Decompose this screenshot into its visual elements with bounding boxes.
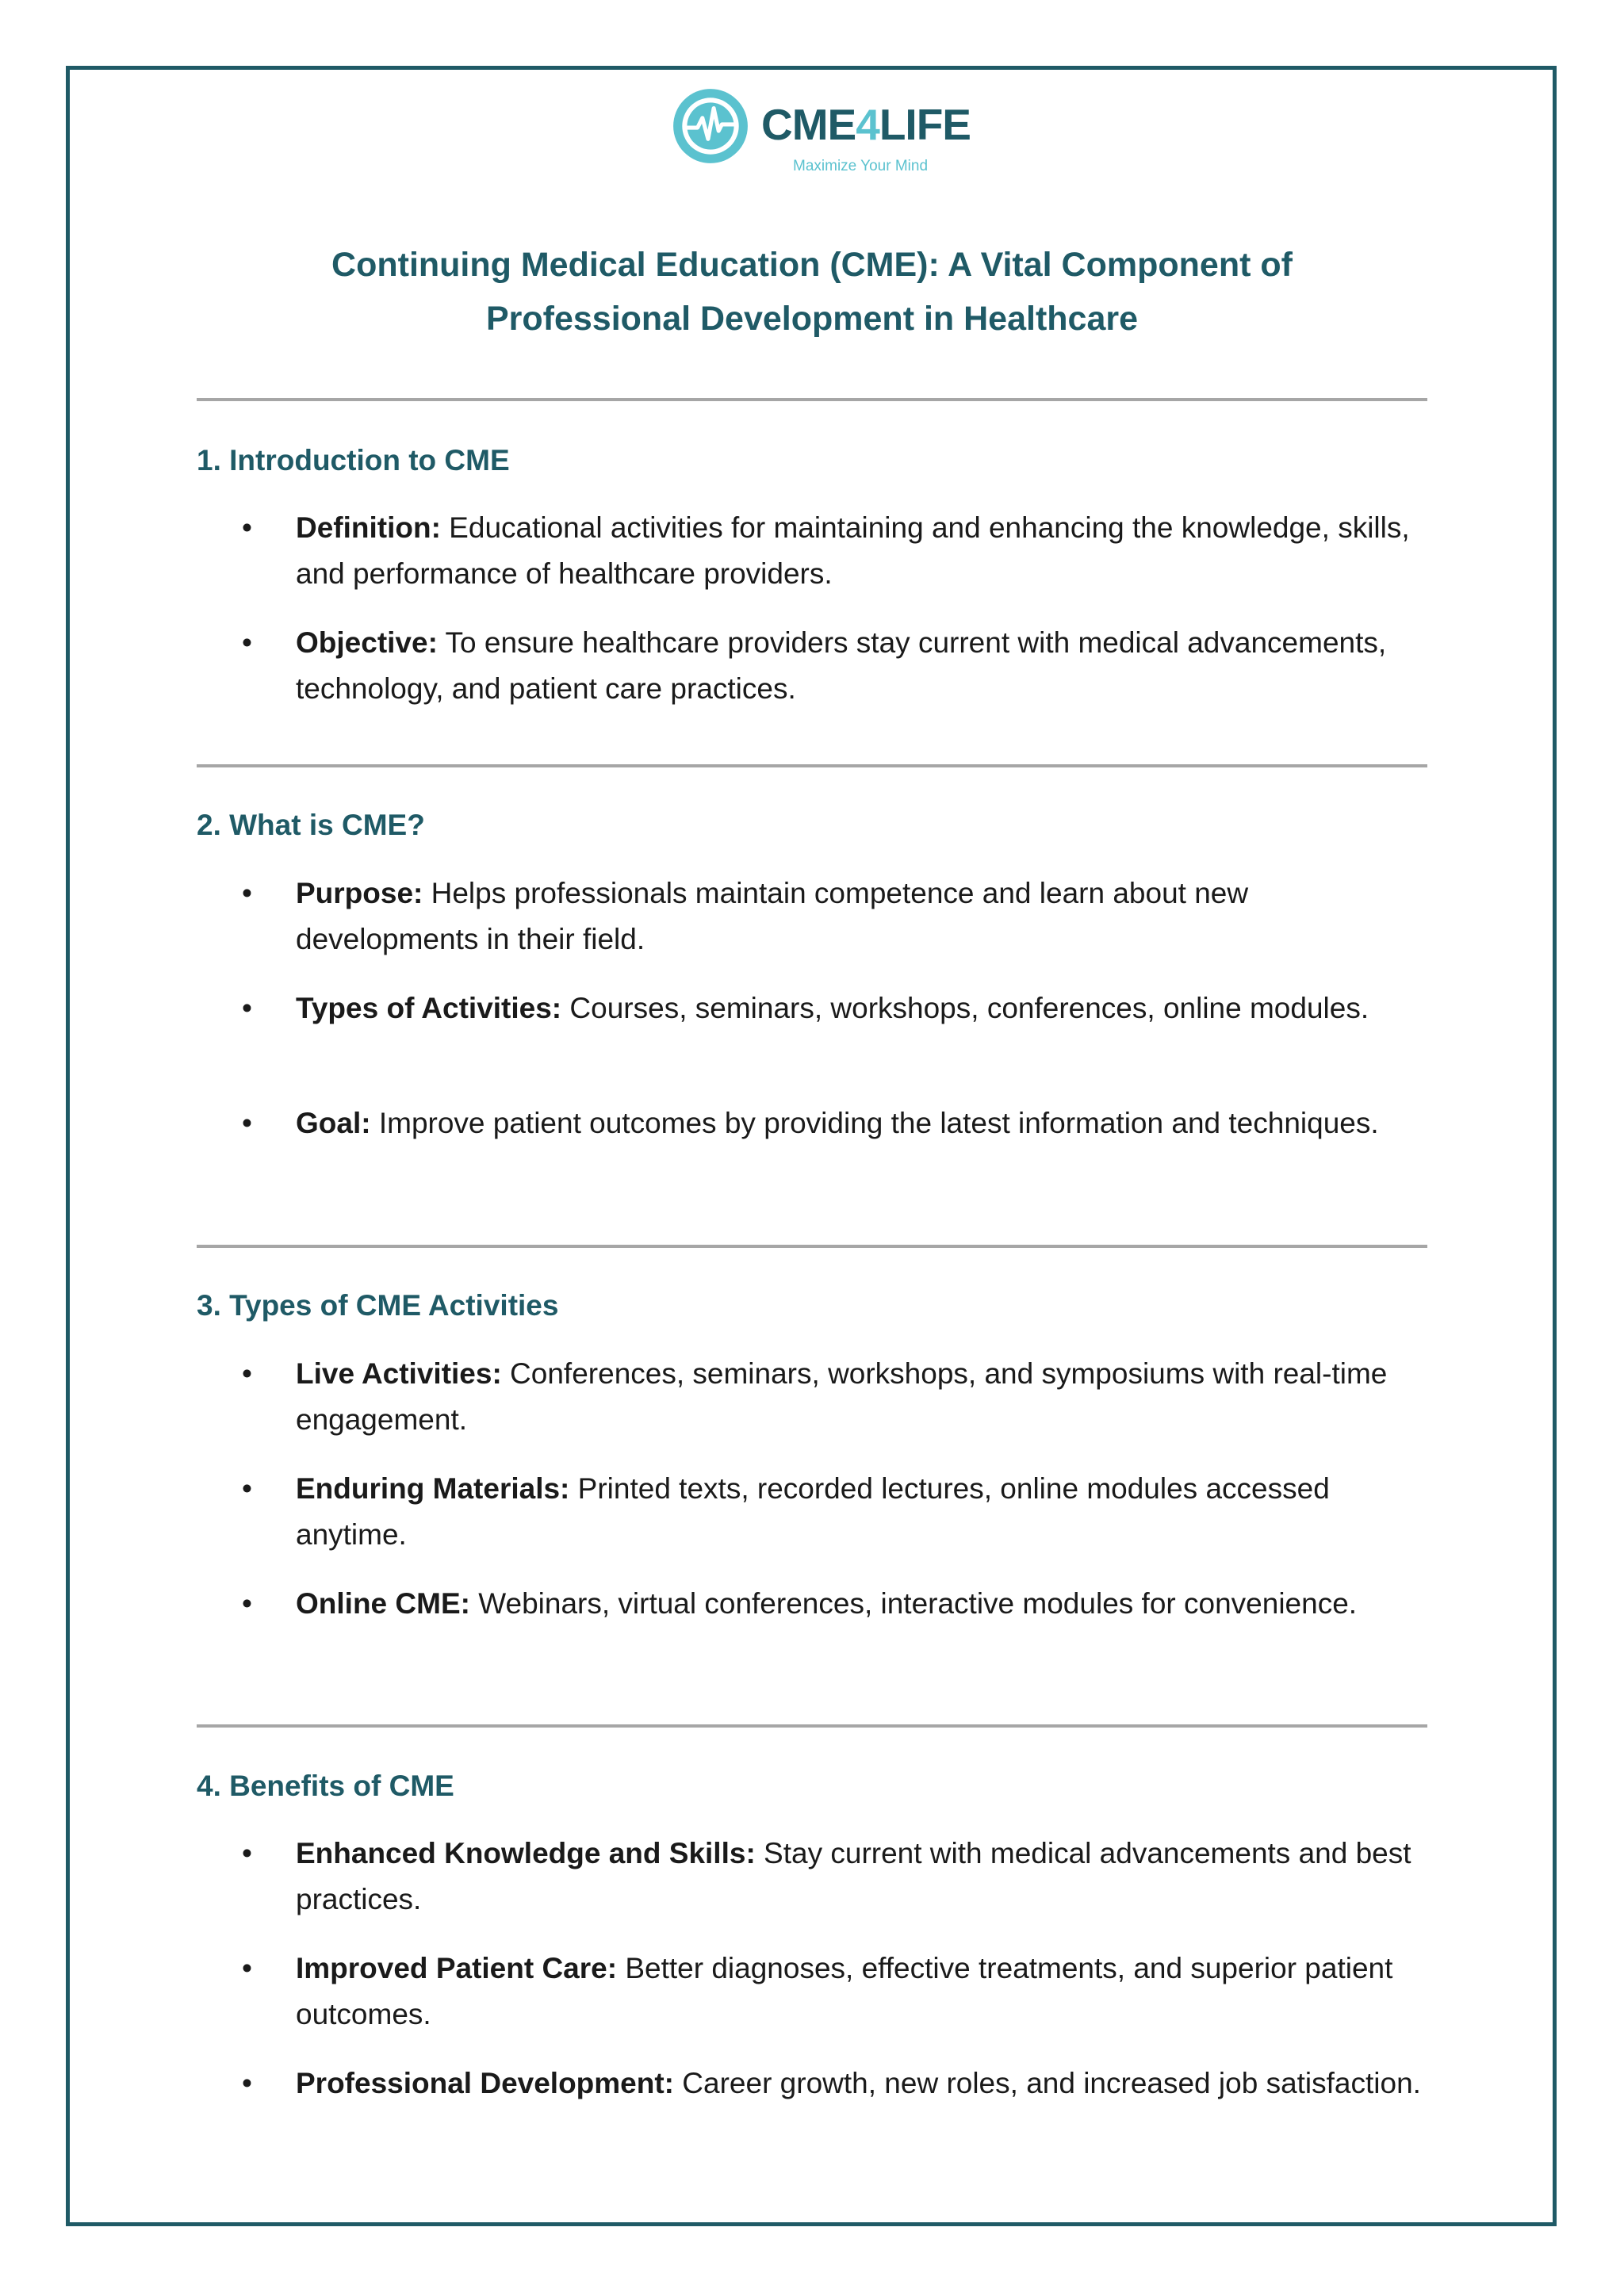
item-text: Stay current with medical advancements and best practices. bbox=[296, 1837, 1411, 1915]
bullet-icon: • bbox=[242, 877, 252, 909]
item-term: Purpose: bbox=[296, 877, 423, 909]
title-line-2: Professional Development in Healthcare bbox=[485, 300, 1139, 338]
section-heading: 4. Benefits of CME bbox=[197, 1770, 454, 1802]
item-text: Improve patient outcomes by providing the latest information and techniques. bbox=[370, 1107, 1379, 1139]
bullet-icon: • bbox=[242, 1952, 252, 1984]
item-term: Professional Development: bbox=[296, 2067, 675, 2099]
brand-name: CME4LIFE bbox=[761, 100, 971, 149]
item-term: Objective: bbox=[296, 626, 438, 659]
brand-tagline: Maximize Your Mind bbox=[793, 158, 929, 174]
item-term: Definition: bbox=[296, 511, 441, 544]
title-line-1: Continuing Medical Education (CME): A Vital Component of bbox=[331, 246, 1293, 284]
item-term: Enhanced Knowledge and Skills: bbox=[296, 1837, 756, 1869]
item-term: Types of Activities: bbox=[296, 992, 562, 1024]
bullet-icon: • bbox=[242, 1837, 252, 1869]
item-term: Goal: bbox=[296, 1107, 371, 1139]
item-text: Career growth, new roles, and increased job satisfaction. bbox=[674, 2067, 1421, 2099]
item-term: Live Activities: bbox=[296, 1357, 502, 1390]
bullet-icon: • bbox=[242, 626, 252, 659]
section-heading: 2. What is CME? bbox=[197, 809, 425, 841]
item-term: Improved Patient Care: bbox=[296, 1952, 618, 1984]
section-heading: 3. Types of CME Activities bbox=[197, 1289, 559, 1322]
heartbeat-circle-icon bbox=[670, 86, 751, 166]
section-divider bbox=[197, 764, 1427, 767]
item-text: Conferences, seminars, workshops, and symposiums with real-time engagement. bbox=[296, 1357, 1388, 1436]
item-text: Educational activities for maintaining and enhancing the knowledge, skills, and performance of healthcare providers. bbox=[296, 511, 1410, 590]
item-text: Webinars, virtual conferences, interactive modules for convenience. bbox=[469, 1587, 1358, 1620]
item-term: Enduring Materials: bbox=[296, 1472, 570, 1505]
bullet-icon: • bbox=[242, 1107, 252, 1139]
brand-logo bbox=[670, 86, 971, 177]
item-text: Courses, seminars, workshops, conferences, online modules. bbox=[561, 992, 1369, 1024]
item-text: Better diagnoses, effective treatments, and superior patient outcomes. bbox=[296, 1952, 1393, 2030]
item-text: Helps professionals maintain competence and learn about new developments in their field. bbox=[296, 877, 1249, 955]
item-text: Printed texts, recorded lectures, online modules accessed anytime. bbox=[296, 1472, 1330, 1551]
bullet-icon: • bbox=[242, 1472, 252, 1505]
section-divider bbox=[197, 398, 1427, 401]
section-divider bbox=[197, 1724, 1427, 1728]
section-divider bbox=[197, 1245, 1427, 1248]
bullet-icon: • bbox=[242, 511, 252, 544]
bullet-icon: • bbox=[242, 1587, 252, 1620]
document-title bbox=[198, 238, 1426, 346]
bullet-icon: • bbox=[242, 2067, 252, 2099]
item-term: Online CME: bbox=[296, 1587, 470, 1620]
bullet-icon: • bbox=[242, 1357, 252, 1390]
section-heading: 1. Introduction to CME bbox=[197, 444, 510, 476]
bullet-icon: • bbox=[242, 992, 252, 1024]
item-text: To ensure healthcare providers stay current with medical advancements, technology, and patient care practices. bbox=[296, 626, 1387, 705]
